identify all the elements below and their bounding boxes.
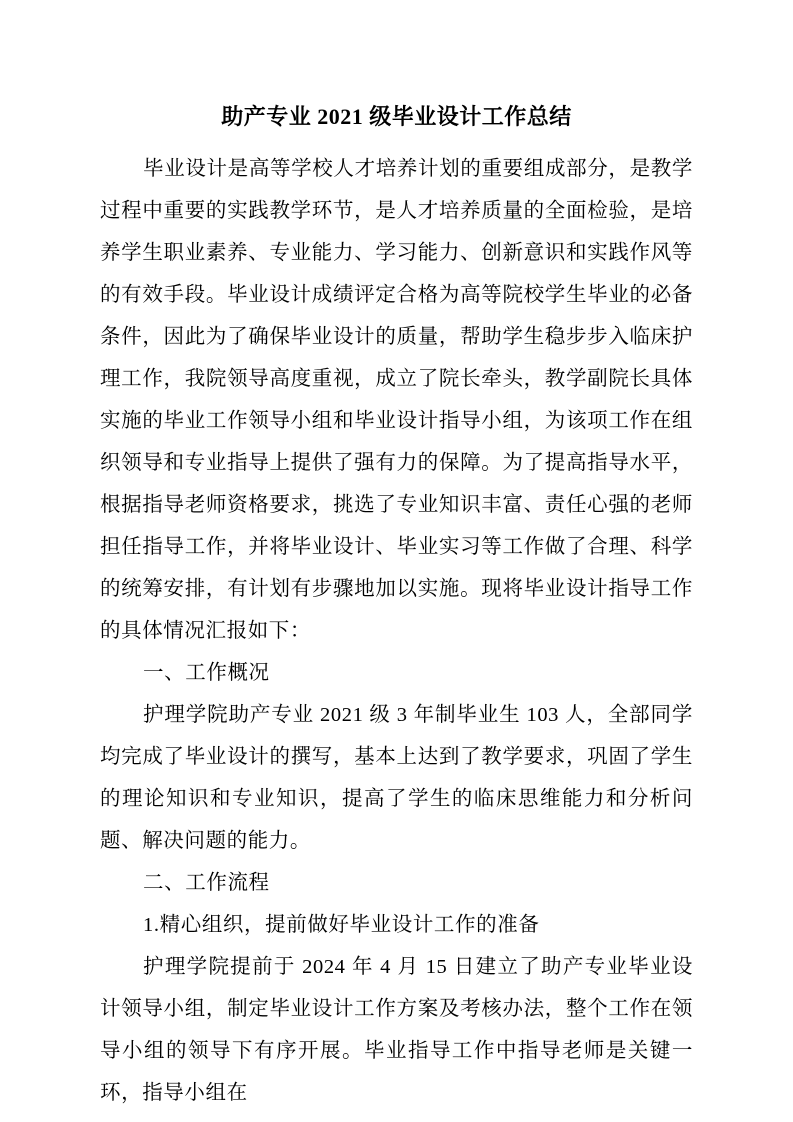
section-heading-work-overview: 一、工作概况 [143,662,270,684]
paragraph-work-overview: 护理学院助产专业 2021 级 3 年制毕业生 103 人，全部同学均完成了毕业设计的撰写，基本上达到了教学要求，巩固了学生的理论知识和专业知识，提高了学生的临床思维能力和分析问题、解决问题的能力。 [100,704,693,852]
page-title: 助产专业 2021 级毕业设计工作总结 [221,104,572,129]
section-heading-work-process: 二、工作流程 [143,872,270,894]
subsection-heading-preparation: 1.精心组织，提前做好毕业设计工作的准备 [143,914,540,936]
paragraph-intro: 毕业设计是高等学校人才培养计划的重要组成部分，是教学过程中重要的实践教学环节，是人才培养质量的全面检验，是培养学生职业素养、专业能力、学习能力、创新意识和实践作风等的有效手段。毕业设计成绩评定合格为高等院校学生毕业的必备条件，因此为了确保毕业设计的质量，帮助学生稳步步入临床护理工作，我院领导高度重视，成立了院长牵头，教学副院长具体实施的毕业工作领导小组和毕业设计指导小组，为该项工作在组织领导和专业指导上提供了强有力的保障。为了提高指导水平，根据指导老师资格要求，挑选了专业知识丰富、责任心强的老师担任指导工作，并将毕业设计、毕业实习等工作做了合理、科学的统筹安排，有计划有步骤地加以实施。现将毕业设计指导工作的具体情况汇报如下： [100,158,693,642]
paragraph-preparation: 护理学院提前于 2024 年 4 月 15 日建立了助产专业毕业设计领导小组，制定毕业设计工作方案及考核办法，整个工作在领导小组的领导下有序开展。毕业指导工作中指导老师是关键一环，指导小组在 [100,956,693,1104]
